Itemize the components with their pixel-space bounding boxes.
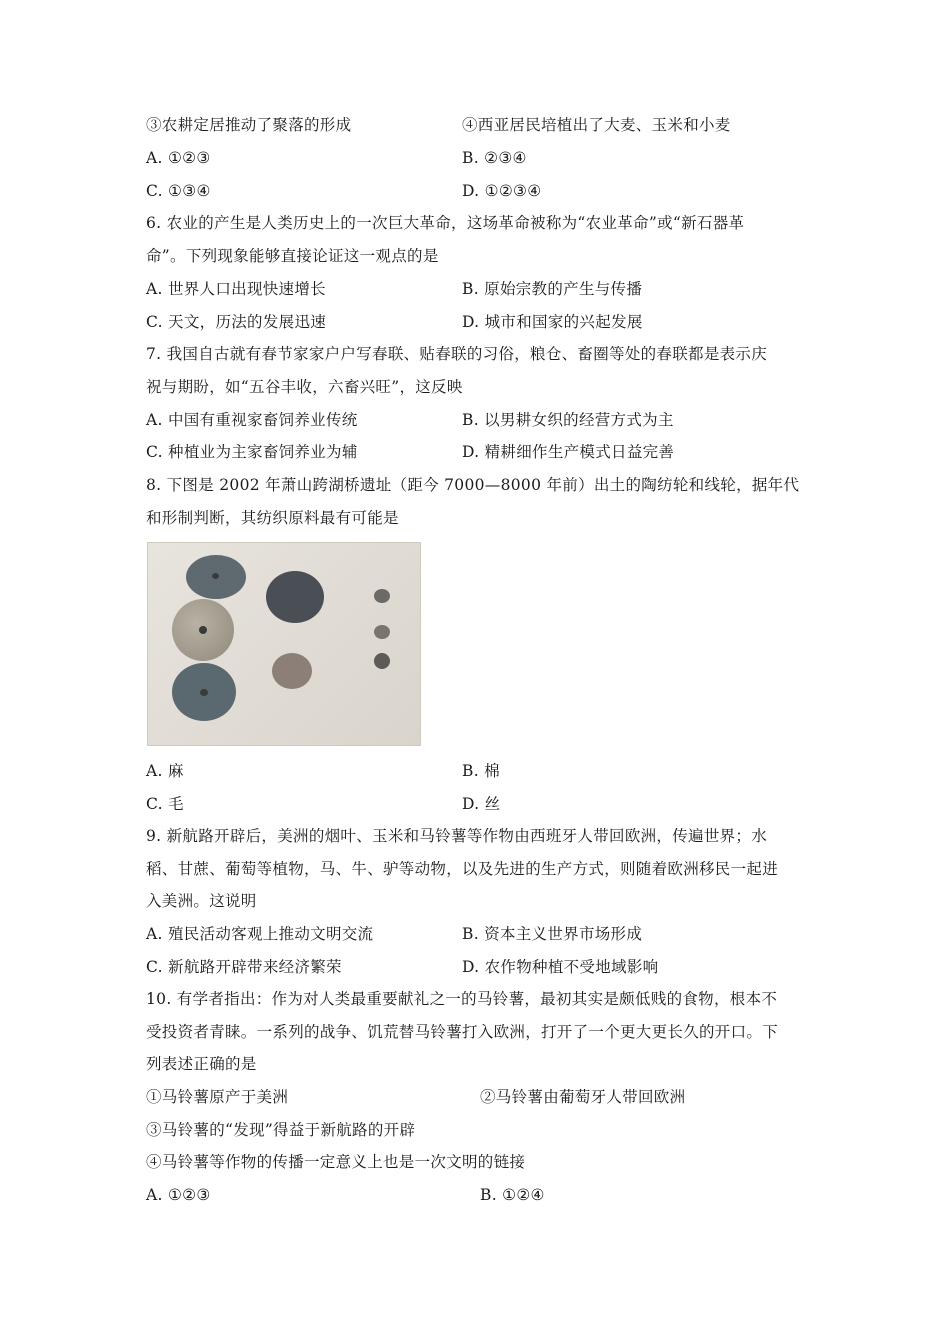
- q9-choice-c: C. 新航路开辟带来经济繁荣: [146, 958, 342, 976]
- q7-stem-line-2: 祝与期盼，如“五谷丰收，六畜兴旺”，这反映: [146, 378, 463, 396]
- q6-choice-c: C. 天文，历法的发展迅速: [146, 313, 327, 331]
- q6-choice-d: D. 城市和国家的兴起发展: [462, 313, 643, 331]
- q10-statement-1: ①马铃薯原产于美洲: [146, 1088, 289, 1106]
- q6-choice-b: B. 原始宗教的产生与传播: [462, 280, 643, 298]
- spool-3: [374, 653, 390, 669]
- q10-stem-line-1: 10. 有学者指出：作为对人类最重要献礼之一的马铃薯，最初其实是颇低贱的食物，根本不: [146, 990, 778, 1008]
- whorl-2: [172, 599, 234, 661]
- q9-stem-line-1: 9. 新航路开辟后，美洲的烟叶、玉米和马铃薯等作物由西班牙人带回欧洲，传遍世界；水: [146, 827, 768, 845]
- q7-choice-c: C. 种植业为主家畜饲养业为辅: [146, 443, 358, 461]
- whorl-4: [266, 571, 324, 623]
- q10-choice-b: B. ①②④: [480, 1186, 545, 1204]
- q9-choice-b: B. 资本主义世界市场形成: [462, 925, 643, 943]
- option-statement-3: ③农耕定居推动了聚落的形成: [146, 116, 352, 134]
- spool-2: [374, 625, 390, 639]
- q5-choice-a: A. ①②③: [146, 149, 211, 167]
- q5-choice-c: C. ①③④: [146, 182, 211, 200]
- q10-choice-a: A. ①②③: [146, 1186, 211, 1204]
- q7-stem-line-1: 7. 我国自古就有春节家家户户写春联、贴春联的习俗，粮仓、畜圈等处的春联都是表示庆: [146, 345, 768, 363]
- q6-stem-line-1: 6. 农业的产生是人类历史上的一次巨大革命，这场革命被称为“农业革命”或“新石器革: [146, 214, 745, 232]
- q10-stem-line-3: 列表述正确的是: [146, 1055, 257, 1073]
- q8-choice-c: C. 毛: [146, 795, 184, 813]
- q8-choice-d: D. 丝: [462, 795, 501, 813]
- q6-choice-a: A. 世界人口出现快速增长: [146, 280, 326, 298]
- q8-choice-a: A. 麻: [146, 762, 184, 780]
- q7-choice-b: B. 以男耕女织的经营方式为主: [462, 411, 674, 429]
- q7-choice-a: A. 中国有重视家畜饲养业传统: [146, 411, 358, 429]
- q8-choice-b: B. 棉: [462, 762, 500, 780]
- q10-statement-2: ②马铃薯由葡萄牙人带回欧洲: [480, 1088, 686, 1106]
- spool-1: [374, 589, 390, 603]
- whorl-1: [186, 555, 246, 599]
- q5-choice-d: D. ①②③④: [462, 182, 542, 200]
- q9-choice-d: D. 农作物种植不受地域影响: [462, 958, 659, 976]
- whorl-5: [272, 653, 312, 689]
- spindle-whorls-photo: [147, 542, 421, 746]
- q8-stem-line-2: 和形制判断，其纺织原料最有可能是: [146, 509, 399, 527]
- whorl-3: [172, 663, 236, 721]
- option-statement-4: ④西亚居民培植出了大麦、玉米和小麦: [462, 116, 731, 134]
- q10-statement-3: ③马铃薯的“发现”得益于新航路的开辟: [146, 1121, 416, 1139]
- q9-stem-line-3: 入美洲。这说明: [146, 892, 257, 910]
- q10-stem-line-2: 受投资者青睐。一系列的战争、饥荒替马铃薯打入欧洲，打开了一个更大更长久的开口。下: [146, 1023, 779, 1041]
- q7-choice-d: D. 精耕细作生产模式日益完善: [462, 443, 675, 461]
- q5-choice-b: B. ②③④: [462, 149, 527, 167]
- q6-stem-line-2: 命”。下列现象能够直接论证这一观点的是: [146, 247, 439, 265]
- q10-statement-4: ④马铃薯等作物的传播一定意义上也是一次文明的链接: [146, 1153, 526, 1171]
- q8-stem-line-1: 8. 下图是 2002 年萧山跨湖桥遗址（距今 7000—8000 年前）出土的陶纺轮和线轮，据年代: [146, 476, 800, 494]
- q9-choice-a: A. 殖民活动客观上推动文明交流: [146, 925, 374, 943]
- q9-stem-line-2: 稻、甘蔗、葡萄等植物，马、牛、驴等动物，以及先进的生产方式，则随着欧洲移民一起进: [146, 860, 779, 878]
